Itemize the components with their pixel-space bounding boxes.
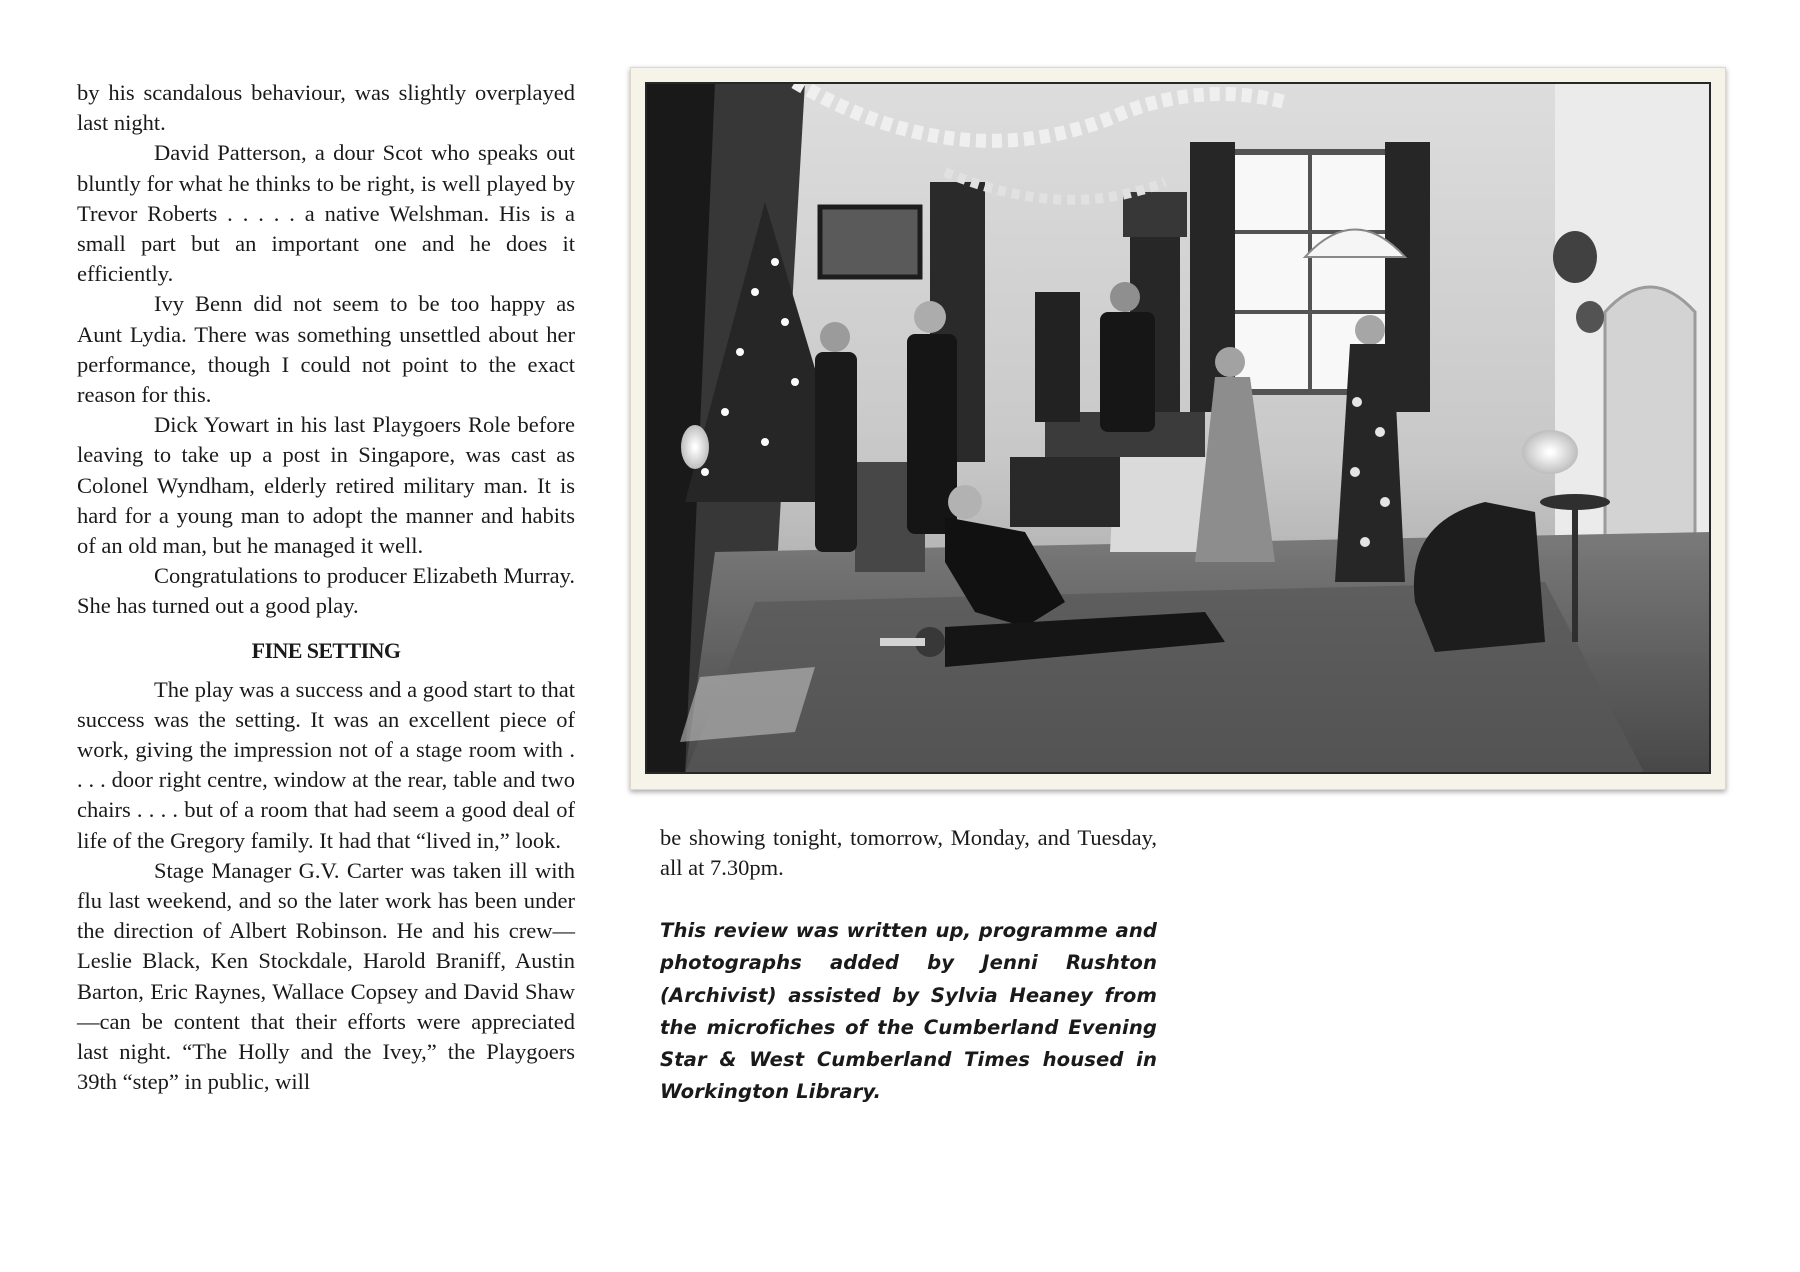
paragraph: by his scandalous behaviour, was slightly overplayed last night. [77,80,575,136]
photo-frame [630,67,1726,790]
paragraph: be showing tonight, tomorrow, Monday, and Tuesday, all at 7.30pm. [660,825,1157,881]
paragraph: David Patterson, a dour Scot who speaks out bluntly for what he thinks to be right, is well played by Trevor Roberts . . . . . a native Welshman. His is a small part but an important one and he does it efficiently. [77,140,575,287]
review-column-right [660,823,1157,883]
paragraph: Stage Manager G.V. Carter was taken ill with flu last weekend, and so the later work has been under the direction of Albert Robinson. He and his crew—Leslie Black, Ken Stockdale, Harold Braniff, Austin Barton, Eric Raynes, Wallace Copsey and David Shaw—can be content that their efforts were appreciated last night. “The Holly and the Ivey,” the Playgoers 39th “step” in public, will [77,857,575,1095]
paragraph: Congratulations to producer Elizabeth Murray. She has turned out a good play. [77,563,575,619]
section-heading: FINE SETTING [251,637,401,663]
archivist-credit-note: This review was written up, programme and photographs added by Jenni Rushton (Archivist) assisted by Sylvia Heaney from the microfiches of the Cumberland Evening Star & West Cumberland Times housed in Workington Library. [660,919,1157,1104]
paragraph: Ivy Benn did not seem to be too happy as Aunt Lydia. There was something unsettled about her performance, though I could not point to the exact reason for this. [77,291,575,408]
review-column-left [77,78,575,1098]
stage-photograph [645,82,1711,774]
paragraph: Dick Yowart in his last Playgoers Role before leaving to take up a post in Singapore, was cast as Colonel Wyndham, elderly retired military man. It is hard for a young man to adopt the manner and habits of an old man, but he managed it well. [77,412,575,559]
paragraph: The play was a success and a good start to that success was the setting. It was an excellent piece of work, giving the impression not of a stage room with . . . . door right centre, window at the rear, table and two chairs . . . . but of a room that had seem a good deal of life of the Gregory family. It had that “lived in,” look. [77,676,575,853]
